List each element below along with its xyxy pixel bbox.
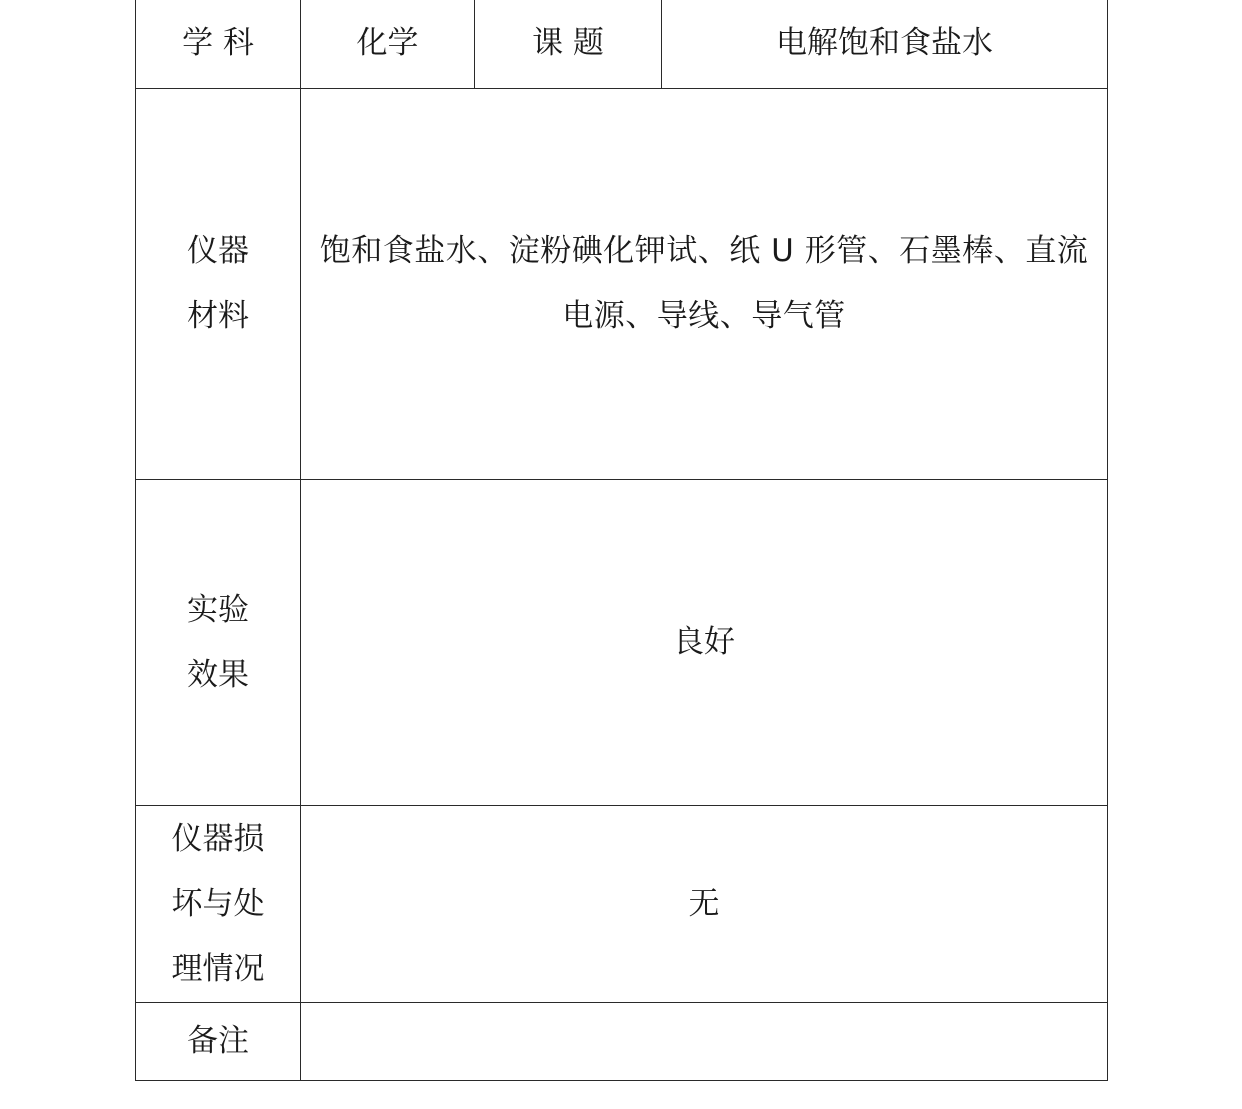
experiment-record-table (135, 0, 1108, 1081)
effect-label-line1: 实验 (187, 591, 249, 628)
topic-value-cell (662, 0, 1108, 89)
damage-value-cell (301, 806, 1108, 1003)
topic-label-cell (475, 0, 662, 89)
effect-label-line2: 效果 (187, 656, 249, 693)
header-row (136, 0, 1108, 89)
remarks-row (136, 1003, 1108, 1081)
damage-label-cell (136, 806, 301, 1003)
effect-value: 良好 (673, 624, 735, 660)
subject-value: 化学 (356, 25, 419, 61)
equipment-value-cell (301, 89, 1108, 480)
effect-value-cell (301, 480, 1108, 806)
damage-label-line2: 坏与处 (171, 885, 265, 922)
remarks-label-cell (136, 1003, 301, 1081)
damage-label-line3: 理情况 (171, 950, 265, 987)
equipment-value: 饱和食盐水、淀粉碘化钾试、纸 U 形管、石墨棒、直流电源、导线、导气管 (319, 233, 1089, 334)
effect-label-cell (136, 480, 301, 806)
remarks-label: 备注 (187, 1023, 249, 1059)
effect-row (136, 480, 1108, 806)
equipment-label-cell (136, 89, 301, 480)
topic-label: 课 题 (532, 25, 604, 61)
topic-value: 电解饱和食盐水 (776, 25, 993, 61)
equipment-label-line1: 仪器 (187, 233, 249, 269)
damage-row (136, 806, 1108, 1003)
equipment-label-line2: 材料 (187, 298, 249, 334)
subject-value-cell (301, 0, 475, 89)
damage-value: 无 (688, 885, 720, 922)
remarks-value-cell (301, 1003, 1108, 1081)
equipment-row (136, 89, 1108, 480)
damage-label-line1: 仪器损 (171, 820, 265, 857)
subject-label: 学 科 (182, 25, 254, 61)
subject-label-cell (136, 0, 301, 89)
